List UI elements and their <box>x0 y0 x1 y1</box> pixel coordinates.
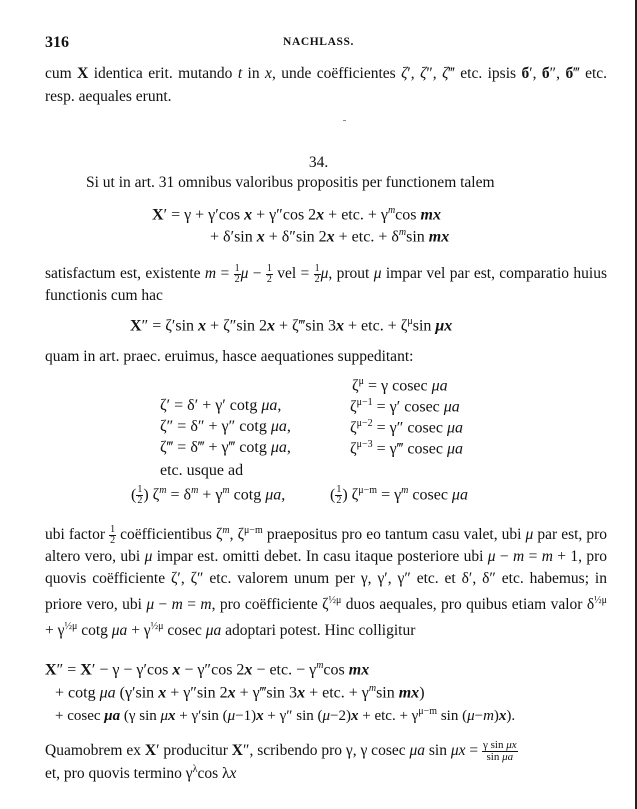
running-head: NACHLASS. <box>283 36 354 48</box>
section-number: 34. <box>308 154 329 171</box>
intro-text: cum X identica erit. mutando t in x, unde coëfficientes ζ′, ζ″, ζ‴ etc. ipsis б′, б″, б‴ etc. resp. aequales erunt. <box>45 65 608 105</box>
list-left-4: etc. usque ad <box>160 462 244 479</box>
list-top: $\zeta^\mu = \gamma$ cosec μa <box>352 376 448 395</box>
equation-2: X″ = ζ′sin x + ζ″sin 2x + ζ‴sin 3x + etc. + $\zeta^\mu\sin$ μx <box>130 316 453 335</box>
ink-speck <box>343 120 346 121</box>
et-text: et, pro quovis termino $\gamma^\lambda\cos$ λx <box>45 764 237 783</box>
final-eq-line-1: X″ = X′ − γ − γ′cos x − γ″cos 2x − etc. − $\gamma^m\cos$ mx <box>45 660 370 679</box>
quam-text: quam in art. praec. eruimus, hasce aequationes suppeditant: <box>45 348 414 365</box>
list-right-1: $\zeta^{\mu-1} = \gamma'$ cosec μa <box>350 397 460 416</box>
equation-1-line-1: X′ = γ + γ′cos x + γ″cos 2x + etc. + $\gamma^m\cos$ mx <box>152 205 441 224</box>
list-right-5: ( $\frac{1}{2}$ ) $\zeta^{\mu-m} = \gamma^m$ cosec μa <box>330 484 468 507</box>
satisfactum-text: satisfactum est, existente m = $\frac{1}{2}$ μ − $\frac{1}{2}$ vel = $\frac{1}{2}$ μ, prout μ impar vel par est, comparatio huius functionis cum hac <box>45 262 607 304</box>
list-left-2: ζ″ = δ″ + γ″ cotg μa, <box>160 418 291 435</box>
quamobrem-text: Quamobrem ex X′ producitur X″, scribendo pro γ, γ cosec μa sin μx = $\frac{\text{γ sin μx}}{\text{sin μa}}$ <box>45 739 517 763</box>
final-eq-line-2: + cotg μa (γ′sin x + γ″sin 2x + γ‴sin 3x + etc. + $\gamma^m\sin$ mx) <box>55 683 425 702</box>
list-left-5: ( $\frac{1}{2}$ ) $\zeta^m = \delta^m + \gamma^m$ cotg μa, <box>131 484 286 507</box>
list-right-3: $\zeta^{\mu-3}$ = γ‴ cosec μa <box>350 439 463 458</box>
equation-1-line-2: + δ′sin x + δ″sin 2x + etc. + $\delta^m\sin$ mx <box>210 227 450 246</box>
list-left-1: ζ′ = δ′ + γ′ cotg μa, <box>160 397 282 414</box>
list-right-2: $\zeta^{\mu-2} = \gamma''$ cosec μa <box>350 418 463 437</box>
list-left-3: ζ‴ = δ‴ + γ‴ cotg μa, <box>160 439 291 456</box>
page-number: 316 <box>45 34 69 51</box>
section-lead-text: Si ut in art. 31 omnibus valoribus propositis per functionem talem <box>86 174 495 191</box>
final-eq-line-3: + cosec μa (γ sin μx + γ′sin (μ−1)x + γ″ sin (μ−2)x + etc. + $\gamma^{\mu-m}$ sin (μ−m)x). <box>55 706 516 724</box>
ubi-text: ubi factor $\frac{1}{2}$ coëfficientibus $\zeta^m$, $\zeta^{\mu-m}$ praepositus pro eo tantum casu valet, ubi μ par est, pro altero vero, ubi μ impar est. omitti debet. In casu itaque posteriore ubi μ − m = m + 1, pro quovis coëfficiente ζ′, ζ″ etc. valorem unum per γ, γ′, γ″ etc. et δ′, δ″ etc. habemus; in priore vero, ubi μ − m = m, pro coëfficiente $\zeta^{\frac{1}{2}\mu}$ duos aequales, pro quibus etiam valor $\delta^{\frac{1}{2}\mu} + \gamma^{\frac{1}{2}\mu}$ cotg $\mu a + \gamma^{\frac{1}{2}\mu}$ cosec μa adoptari potest. Hinc colligitur <box>45 524 608 640</box>
